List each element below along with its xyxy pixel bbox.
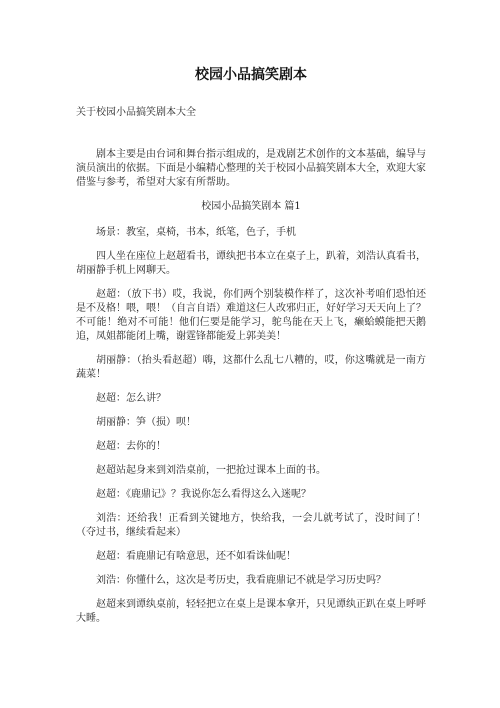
script-paragraph: 胡丽静：（抬头看赵超）嗨，这都什么乱七八糟的，哎，你这嘴就是一南方蔬菜！ xyxy=(76,355,426,380)
script-paragraph: 刘浩：你懂什么，这次是考历史，我看鹿鼎记不就是学习历史吗？ xyxy=(96,575,386,586)
script-paragraph: 赵超：看鹿鼎记有啥意思，还不如看诛仙呢！ xyxy=(96,551,296,562)
intro-paragraph: 剧本主要是由台词和舞台指示组成的，是戏剧艺术创作的文本基础，编导与演员演出的依据。下面是小编精心整理的关于校园小品搞笑剧本大全，欢迎大家借鉴与参考，希望对大家有所帮助。 xyxy=(76,149,426,188)
script-paragraph: 赵超：《鹿鼎记》？我说你怎么看得这么入迷呢？ xyxy=(96,489,311,500)
page-title: 校园小品搞笑剧本 xyxy=(195,67,307,83)
script-paragraph: 赵超：怎么讲？ xyxy=(96,393,166,404)
script-paragraph: 赵超来到谭纨桌前，轻轻把立在桌上是课本拿开，只见谭纨正趴在桌上呼呼大睡。 xyxy=(76,599,426,624)
script-paragraph: 场景：教室，桌椅，书本，纸笔，色子，手机 xyxy=(96,227,296,238)
section-heading: 校园小品搞笑剧本 篇1 xyxy=(201,201,301,212)
script-paragraph: 胡丽静：笋（损）呗！ xyxy=(96,417,196,428)
script-paragraph: 赵超站起身来到刘浩桌前，一把抢过课本上面的书。 xyxy=(96,465,326,476)
script-paragraph: 赵超：（放下书）哎，我说，你们两个别装模作样了，这次补考咱们恐怕还是不及格！喂，喂！（自言自语）难道这仨人改邪归正，好好学习天天向上了？不可能！绝对不可能！他们仨要是能学习，鸵鸟能在天上飞，癞蛤蟆能把天鹅追，凤姐都能闭上嘴，谢霆锋都能爱上郭美美！ xyxy=(76,289,426,342)
document-subtitle: 关于校园小品搞笑剧本大全 xyxy=(76,107,196,118)
script-paragraph: 四人坐在座位上赵超看书，谭纨把书本立在桌子上，趴着，刘浩认真看书，胡丽静手机上网聊天。 xyxy=(76,251,426,276)
script-paragraph: 赵超：去你的！ xyxy=(96,441,166,452)
script-paragraph: 刘浩：还给我！正看到关键地方，快给我，一会儿就考试了，没时间了！（夺过书，继续看起来） xyxy=(76,513,426,538)
